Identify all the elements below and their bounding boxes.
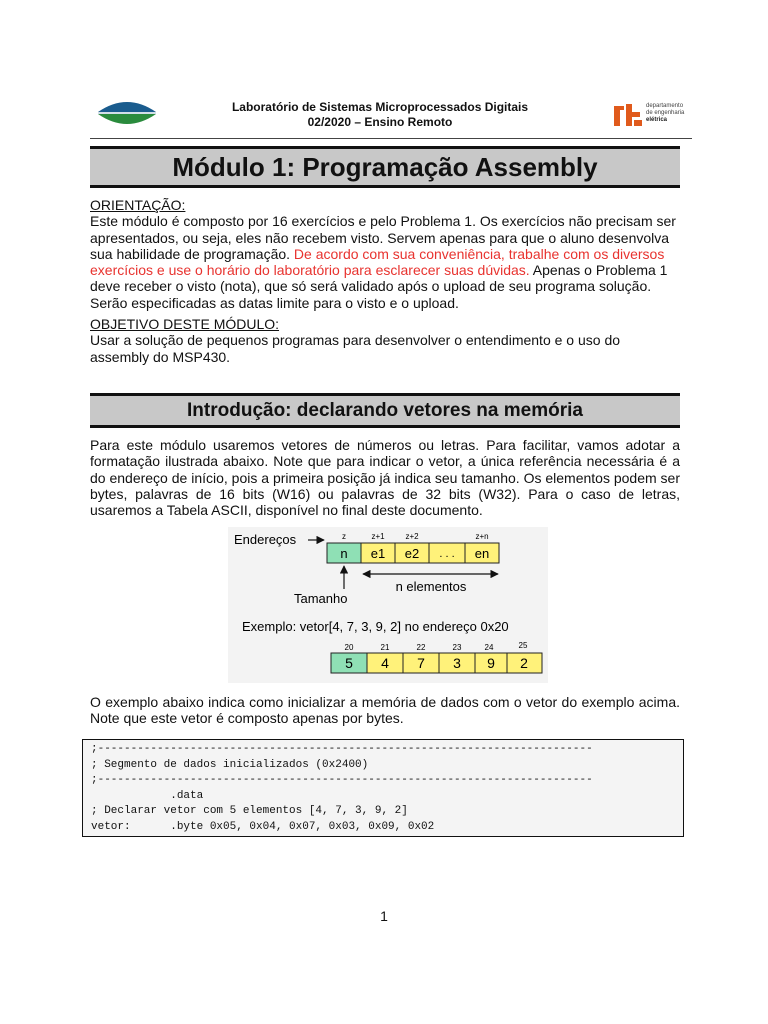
semester-label: 02/2020 – Ensino Remoto xyxy=(307,115,453,129)
n-elementos-label: n elementos xyxy=(395,579,467,594)
element-cell-2-label: e2 xyxy=(404,546,420,561)
lab-title: Laboratório de Sistemas Microprocessados Digitais xyxy=(231,100,529,114)
objetivo-text: Usar a solução de pequenos programas para desenvolver o entendimento e o uso do assembly do MSP430. xyxy=(90,332,621,365)
orientacao-text-tail: Apenas o Problema 1 deve receber o visto (nota), que só será validado após o upload de seu programa solução. Serão especificadas as datas limite para o visto e o upload. xyxy=(90,262,668,311)
addr-label-z: z xyxy=(342,532,346,541)
code-line: vetor: .byte 0x05, 0x04, 0x07, 0x03, 0x09, 0x02 xyxy=(91,820,435,833)
addr-label-zn: z+n xyxy=(475,532,489,541)
module-title: Módulo 1: Programação Assembly xyxy=(90,146,680,188)
enderecos-label: Endereços xyxy=(234,532,297,547)
element-cell-1-label: e1 xyxy=(370,546,386,561)
size-cell-label: n xyxy=(340,546,348,561)
orientacao-text-main: Este módulo é composto por 16 exercícios e pelo Problema 1. Os exercícios não precisam ser apresentados, ou seja, eles não recebem visto. Servem apenas para que o aluno desenvolva sua habilidade de programação. xyxy=(90,213,676,262)
ene-logo-text xyxy=(646,103,684,124)
code-line: ;--------------------------------------------------------------------------- xyxy=(91,743,593,755)
element-cell-ellipsis-label: . . . xyxy=(439,548,455,560)
ene-logo-line-3: elétrica xyxy=(646,117,668,123)
example-address-24: 24 xyxy=(484,643,494,652)
example-address-21: 21 xyxy=(380,643,390,652)
tamanho-label: Tamanho xyxy=(294,591,348,606)
vector-format-diagram xyxy=(228,527,548,683)
header-title-block xyxy=(210,100,550,130)
objetivo-section xyxy=(90,316,680,365)
example-value-4: 9 xyxy=(487,655,495,671)
example-label: Exemplo: vetor[4, 7, 3, 9, 2] no endereço 0x20 xyxy=(242,619,509,634)
addr-label-z2: z+2 xyxy=(405,532,419,541)
ene-logo-line-2: de engenharia xyxy=(646,110,685,116)
ene-logo-line-1: departamento xyxy=(646,103,684,109)
code-line: .data xyxy=(91,789,204,802)
example-paragraph: O exemplo abaixo indica como inicializar a memória de dados com o vetor do exemplo acima. Note que este vetor é composto apenas por bytes. xyxy=(90,694,680,727)
example-address-23: 23 xyxy=(452,643,462,652)
page-header xyxy=(90,96,692,134)
example-address-22: 22 xyxy=(416,643,426,652)
example-value-3: 3 xyxy=(453,655,461,671)
ene-logo xyxy=(610,100,696,130)
addr-label-z1: z+1 xyxy=(371,532,385,541)
example-value-2: 7 xyxy=(417,655,425,671)
code-line: ;--------------------------------------------------------------------------- xyxy=(91,774,593,787)
objetivo-heading: OBJETIVO DESTE MÓDULO: xyxy=(90,316,280,332)
orientacao-text xyxy=(90,213,680,311)
orientacao-text-highlight: De acordo com sua conveniência, trabalhe com os diversos exercícios e use o horário do laboratório para esclarecer suas dúvidas. xyxy=(90,245,665,279)
element-cell-n-label: en xyxy=(474,546,490,561)
example-address-25: 25 xyxy=(518,641,528,650)
example-value-1: 4 xyxy=(381,655,389,671)
example-value-5: 2 xyxy=(520,655,528,671)
orientacao-section xyxy=(90,197,680,311)
page-number: 1 xyxy=(380,908,388,924)
example-address-20: 20 xyxy=(344,643,354,652)
section-title: Introdução: declarando vetores na memória xyxy=(90,393,680,428)
ene-logo-mark xyxy=(610,100,646,130)
unb-logo xyxy=(96,98,158,128)
code-line: ; Declarar vetor com 5 elementos [4, 7, 3, 9, 2] xyxy=(91,805,408,818)
example-value-size: 5 xyxy=(345,655,353,671)
header-divider xyxy=(90,138,692,139)
code-block xyxy=(82,739,684,837)
code-line: ; Segmento de dados inicializados (0x2400) xyxy=(91,758,369,771)
orientacao-heading: ORIENTAÇÃO: xyxy=(90,197,186,213)
intro-paragraph: Para este módulo usaremos vetores de números ou letras. Para facilitar, vamos adotar a formatação ilustrada abaixo. Note que para indicar o vetor, a única referência necessária é a do endereço de início, pois a primeira posição já indica seu tamanho. Os elementos podem ser bytes, palavras de 16 bits (W16) ou palavras de 32 bits (W32). Para o caso de letras, usaremos a Tabela ASCII, disponível no final deste documento. xyxy=(90,437,680,519)
